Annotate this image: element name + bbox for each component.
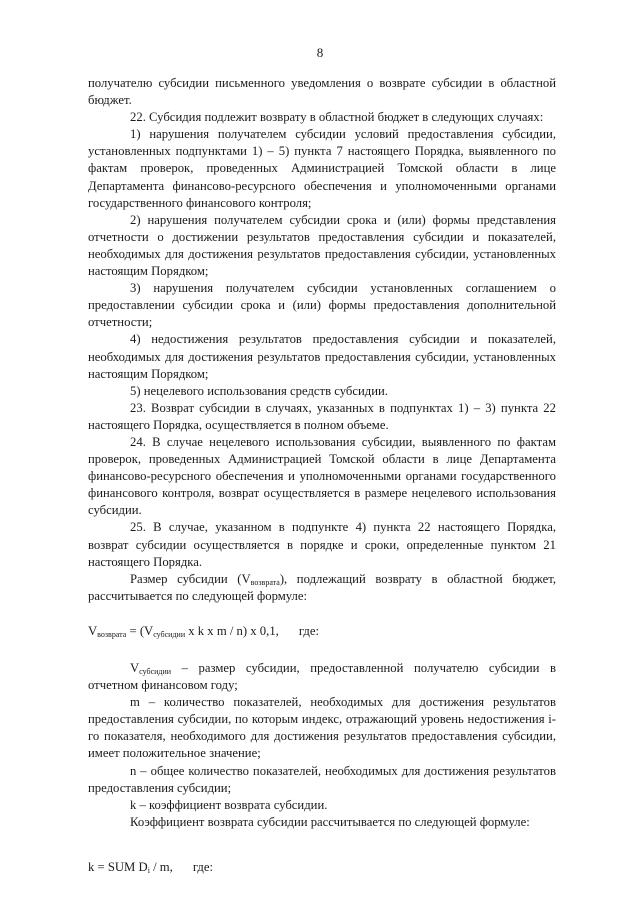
- size-text-after: ), подлежащий возврату в областной бюджет, рассчитывается по следующей формуле:: [88, 571, 556, 603]
- formula-coefficient-sub: i: [147, 865, 150, 875]
- size-text-before: Размер субсидии (V: [130, 571, 251, 586]
- formula-coefficient: [88, 859, 556, 876]
- formula-return-lhs: V: [88, 623, 98, 638]
- definition-v: [88, 660, 556, 694]
- size-paragraph: [88, 571, 556, 605]
- case-2: 2) нарушения получателем субсидии срока и (или) формы представления отчетности о достижении результатов предоставления субсидии и показателей, необходимых для достижения результатов предоставления субсидии, установленных настоящим Порядком;: [88, 212, 556, 279]
- paragraph-25: 25. В случае, указанном в подпункте 4) пункта 22 настоящего Порядка, возврат субсидии осуществляется в порядке и сроки, определенные пунктом 21 настоящего Порядка.: [88, 520, 556, 569]
- paragraph-23: 23. Возврат субсидии в случаях, указанных в подпунктах 1) – 3) пункта 22 настоящего Порядка, осуществляется в полном объеме.: [88, 400, 556, 432]
- formula-return: [88, 623, 556, 640]
- coefficient-intro: Коэффициент возврата субсидии рассчитывается по следующей формуле:: [130, 814, 530, 829]
- paragraph-intro: получателю субсидии письменного уведомления о возврате субсидии в областной бюджет.: [88, 76, 556, 108]
- definition-k: k – коэффициент возврата субсидии.: [130, 797, 328, 812]
- formula-return-mid: = (V: [126, 623, 154, 638]
- paragraph-22: 22. Субсидия подлежит возврату в областной бюджет в следующих случаях:: [130, 110, 544, 125]
- definition-n: n – общее количество показателей, необходимых для достижения результатов предоставления субсидии;: [88, 763, 556, 795]
- case-4: 4) недостижения результатов предоставления субсидии и показателей, необходимых для достижения результатов предоставления субсидии, установленных настоящим Порядком;: [88, 332, 556, 381]
- formula-return-mid-sub: субсидии: [153, 629, 186, 639]
- paragraph-24: 24. В случае нецелевого использования субсидии, выявленного по фактам проверок, проведенных Администрацией Томской области в лице Департамента финансово-ресурсного обеспечения и уполномоченными органами государственного финансового контроля, возврат осуществляется в размере нецелевого использования субсидии.: [88, 434, 556, 518]
- definition-m: m – количество показателей, необходимых для достижения результатов предоставления субсидии, по которым индекс, отражающий уровень недостижения i-го показателя, необходимого для достижения результатов предоставления субсидии, имеет положительное значение;: [88, 695, 556, 761]
- formula-coefficient-where: где:: [192, 859, 214, 874]
- definition-v-sub: субсидии: [139, 667, 172, 676]
- definition-v-text: – размер субсидии, предоставленной получателю субсидии в отчетном финансовом году;: [88, 661, 556, 693]
- formula-return-rhs: x k x m / n) x 0,1,: [185, 623, 279, 638]
- formula-coefficient-rhs: / m,: [149, 859, 173, 874]
- formula-return-lhs-sub: возврата: [97, 629, 127, 639]
- page-number: 8: [316, 45, 324, 60]
- definition-v-symbol: V: [130, 661, 140, 675]
- case-1: 1) нарушения получателем субсидии условий предоставления субсидии, установленных подпунктами 1) – 5) пункта 7 настоящего Порядка, выявленного по фактам проверок, проведенных Администрацией Томской области в лице Департамента финансово-ресурсного обеспечения и уполномоченными органами государственного финансового контроля;: [88, 127, 556, 210]
- formula-return-where: где:: [298, 623, 320, 638]
- formula-coefficient-lhs: k = SUM D: [88, 859, 148, 874]
- case-5: 5) нецелевого использования средств субсидии.: [130, 383, 388, 398]
- size-sub: возврата: [250, 577, 280, 587]
- case-3: 3) нарушения получателем субсидии установленных соглашением о предоставлении субсидии срока и (или) формы предоставления дополнительной отчетности;: [88, 281, 556, 330]
- document-body: [88, 75, 556, 896]
